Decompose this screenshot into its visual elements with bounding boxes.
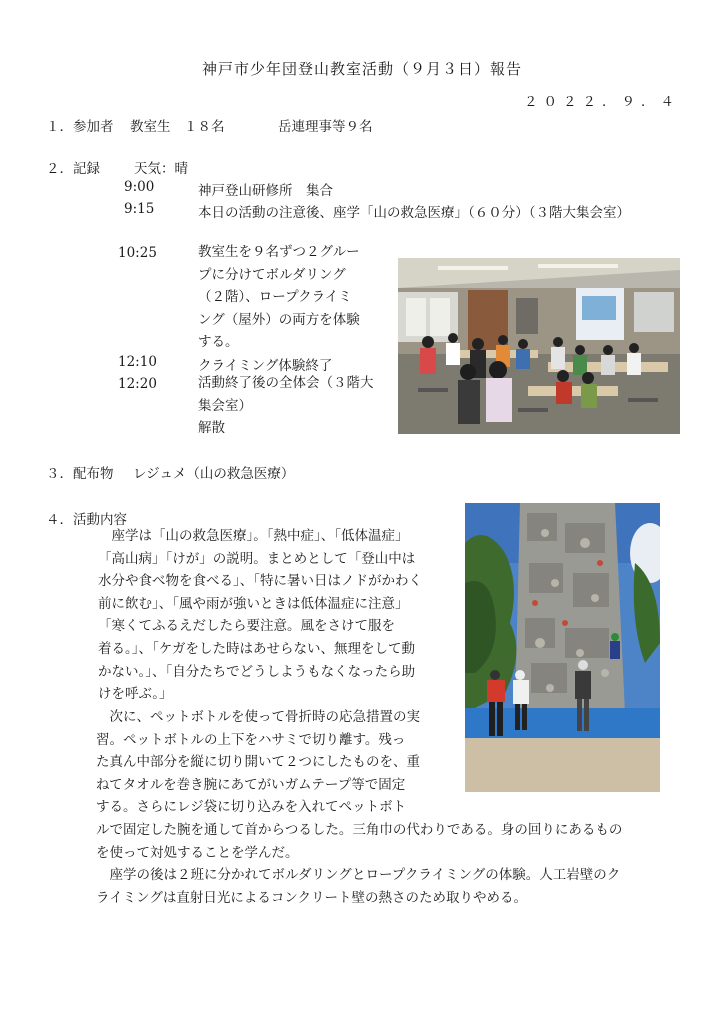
section-2-label: 記録 (73, 161, 100, 177)
schedule-text-line: （２階）、ロープクライミ (198, 289, 352, 306)
paragraph-line: 「寒くてふるえだしたら要注意。風をさけて服を (98, 618, 395, 635)
paragraph-line: 前に飲む」、「風や雨が強いときは低体温症に注意」 (98, 595, 409, 612)
schedule-text-block (198, 372, 374, 440)
paragraph-line: ねてタオルを巻き腕にあてがいガムテープ等で固定 (96, 776, 406, 793)
schedule-text: クライミング体験終了 (198, 358, 333, 374)
participants-staff: 岳連理事等９名 (278, 119, 373, 135)
paragraph-line: ルで固定した腕を通して首からつるした。三角巾の代わりである。身の回りにあるもの (96, 821, 623, 838)
report-date: ２０２２．９．４ (524, 94, 680, 110)
schedule-text-line: 活動終了後の全体会（３階大 (198, 375, 374, 391)
weather: 天気：晴 (134, 161, 188, 177)
schedule-time: 9:00 (124, 179, 155, 195)
paragraph-line: 「高山病」「けが」の説明。まとめとして「登山中は (98, 550, 416, 567)
section-4-number: ４． (46, 512, 73, 528)
schedule-time: 10:25 (118, 245, 157, 261)
paragraph-line: けを呼ぶ。」 (98, 686, 173, 703)
schedule-text-block (198, 241, 360, 354)
section-1-number: １． (46, 119, 73, 135)
paragraph-line: 座学の後は２班に分かれてボルダリングとロープクライミングの体験。人工岩壁のク (96, 867, 621, 883)
schedule-text-line: する。 (198, 334, 239, 351)
activity-paragraph-3 (96, 864, 620, 909)
paragraph-line: 次に、ペットボトルを使って骨折時の応急措置の実 (96, 709, 420, 725)
schedule-text-line: プに分けてボルダリング (198, 266, 346, 283)
schedule-time: 9:15 (124, 201, 155, 217)
section-4-label: 活動内容 (73, 512, 127, 528)
activity-paragraph-1 (98, 525, 422, 706)
schedule-text-line: 解散 (198, 420, 225, 437)
lecture-room-photo (398, 258, 680, 434)
section-3-number: ３． (46, 466, 73, 482)
schedule-text-line: ング（屋外）の両方を体験 (198, 311, 360, 328)
handout-value: レジュメ（山の救急医療） (133, 466, 295, 482)
paragraph-line: 着る。」、「ケガをした時はあせらない、無理をして動 (98, 640, 415, 657)
section-2-number: ２． (46, 161, 73, 177)
paragraph-line: ライミングは直射日光によるコンクリート壁の熱さのため取りやめる。 (96, 889, 528, 906)
paragraph-line: た真ん中部分を縦に切り開いて２つにしたものを、重 (96, 754, 420, 771)
participants-students: 教室生 １８名 (130, 119, 225, 135)
section-3-label: 配布物 (73, 466, 114, 482)
paragraph-line: 習。ペットボトルの上下をハサミで切り離す。残っ (96, 731, 406, 748)
schedule-text-line: 教室生を９名ずつ２グルー (198, 244, 360, 260)
paragraph-line: かない。」、「自分たちでどうしようもなくなったら助 (98, 663, 416, 680)
paragraph-line: 座学は「山の救急医療」。「熱中症」、「低体温症」 (98, 528, 409, 544)
schedule-text: 本日の活動の注意後、座学「山の救急医療」（６０分）（３階大集会室） (198, 205, 630, 221)
schedule-time: 12:10 (118, 354, 157, 370)
schedule-text-line: 集会室） (198, 397, 252, 414)
schedule-time: 12:20 (118, 376, 157, 392)
page-title: 神戸市少年団登山教室活動（９月３日）報告 (201, 60, 522, 78)
schedule-text: 神戸登山研修所 集合 (198, 183, 333, 199)
paragraph-line: する。さらにレジ袋に切り込みを入れてペットボト (96, 799, 407, 816)
paragraph-line: を使って対処することを学んだ。 (96, 844, 299, 861)
climbing-wall-photo (465, 503, 660, 792)
section-1-label: 参加者 (73, 119, 114, 135)
paragraph-line: 水分や食べ物を食べる」、「特に暑い日はノドがかわく (98, 573, 422, 590)
